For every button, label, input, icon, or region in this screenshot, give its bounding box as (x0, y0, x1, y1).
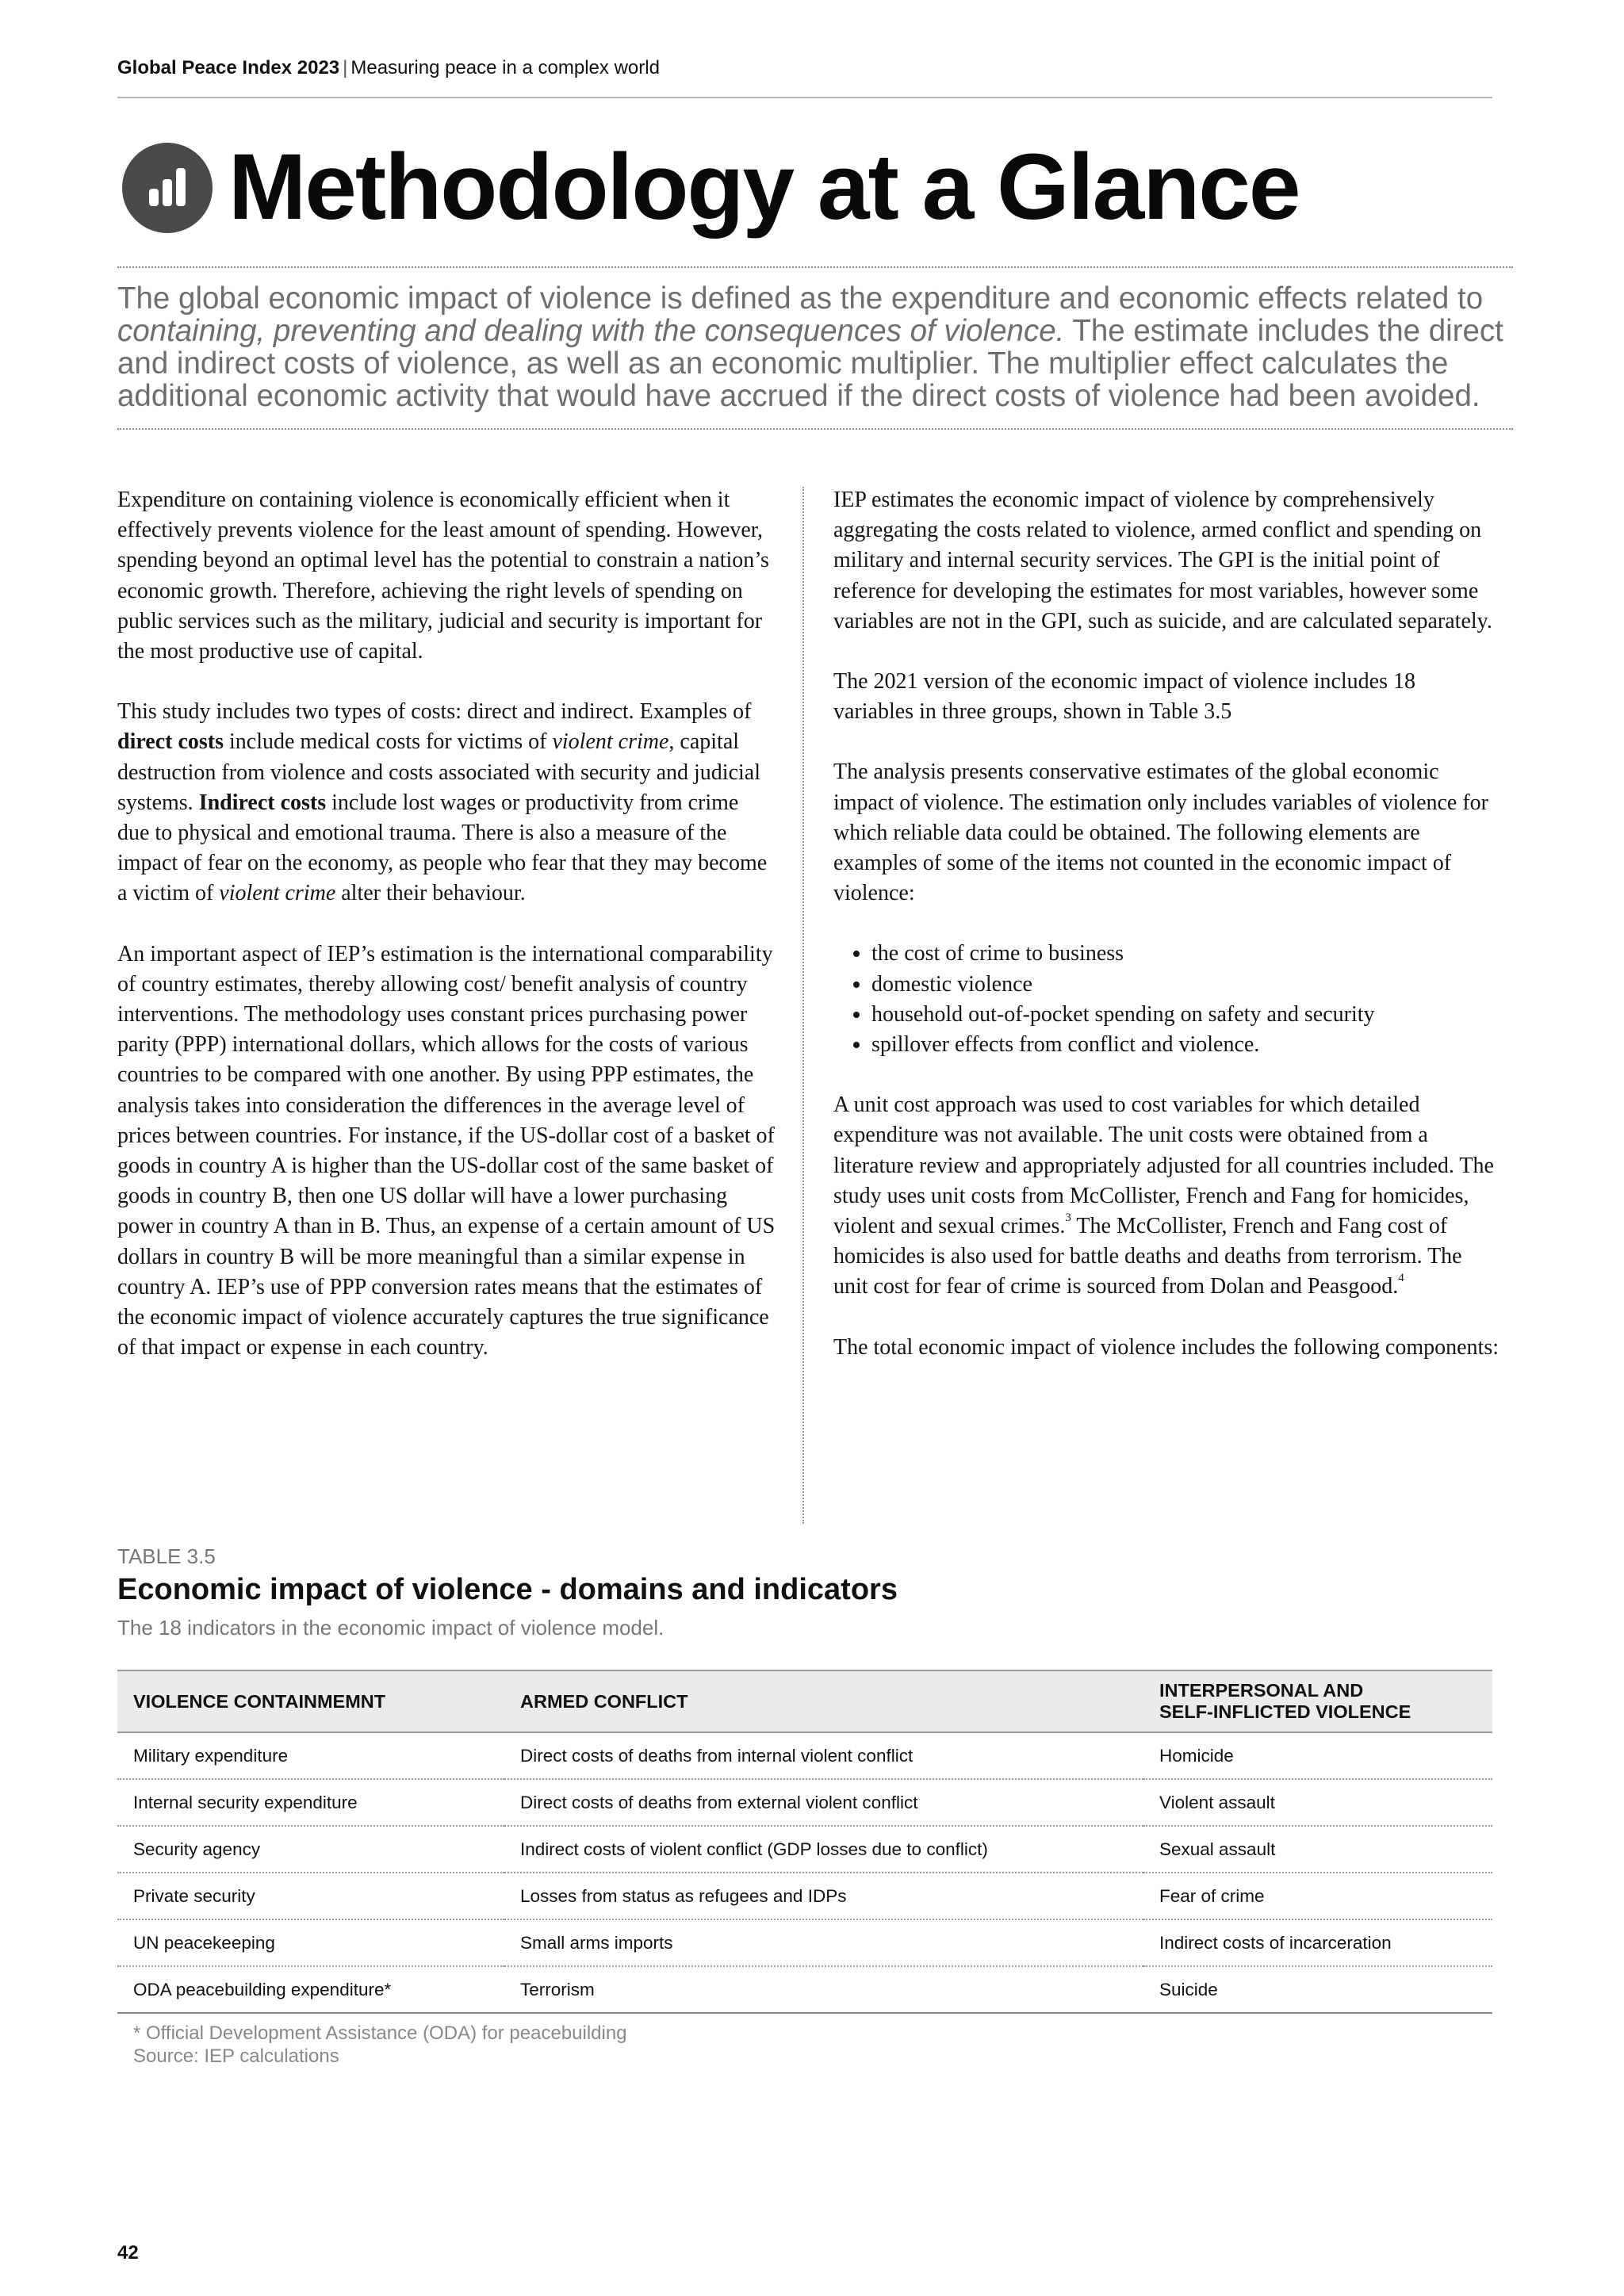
header-interpersonal (1143, 1670, 1492, 1732)
table-cell: UN peacekeeping (117, 1919, 504, 1966)
table-row (117, 1732, 1492, 1779)
page-number: 42 (117, 2242, 139, 2263)
table-header-row (117, 1670, 1492, 1732)
list-item: • spillover effects from conflict and violence. (871, 1030, 1500, 1060)
direct-costs-term: direct costs (117, 729, 224, 755)
footnote-ref-4: 4 (1398, 1272, 1404, 1285)
table-title: Economic impact of violence - domains and indicators (117, 1573, 898, 1606)
table-cell: Homicide (1143, 1732, 1492, 1779)
intro-paragraph (117, 282, 1513, 412)
p2-text-b: include medical costs for victims of (224, 729, 553, 755)
publication-name: Global Peace Index 2023 (117, 57, 340, 78)
table-subtitle: The 18 indicators in the economic impact of violence model. (117, 1616, 665, 1640)
indirect-costs-term: Indirect costs (198, 790, 327, 815)
table-row (117, 1826, 1492, 1873)
table-cell: Terrorism (504, 1966, 1143, 2013)
table-row (117, 1919, 1492, 1966)
left-column (117, 485, 776, 1393)
table-cell: Indirect costs of violent conflict (GDP losses due to conflict) (504, 1826, 1143, 1873)
p2-text-e: alter their behaviour. (335, 881, 526, 906)
right-paragraph-3: The analysis presents conservative estimates of the global economic impact of violence. The estimation only includes variables of violence for which reliable data could be obtained. The following elements are examples of some of the items not counted in the economic impact of violence: (833, 760, 1488, 906)
indicators-table (117, 1670, 1492, 2014)
header-separator: | (343, 57, 348, 78)
table-notes (133, 2022, 627, 2068)
intro-top-rule (117, 266, 1513, 268)
running-header (117, 57, 660, 79)
right-paragraph-2: The 2021 version of the economic impact of violence includes 18 variables in three groups, shown in Table 3.5 (833, 669, 1416, 725)
table-cell: Losses from status as refugees and IDPs (504, 1873, 1143, 1919)
intro-italic: containing, preventing and dealing with the consequences of violence. (117, 314, 1065, 348)
violent-crime-term: violent crime (552, 729, 669, 755)
p2-text-a: This study includes two types of costs: direct and indirect. Examples of (117, 699, 752, 725)
header-violence-containment: VIOLENCE CONTAINMEMNT (117, 1670, 504, 1732)
right-column (833, 485, 1500, 1393)
header-interpersonal-line2: SELF-INFLICTED VIOLENCE (1159, 1701, 1411, 1722)
intro-text-2: The estimate includes the direct and indirect costs of violence, as well as an economic multiplier. The multiplier effect calculates the additional economic activity that would have accrued if the direct costs of violence had been avoided. (117, 314, 1503, 413)
excluded-items-list (833, 939, 1500, 1060)
table-cell: Sexual assault (1143, 1826, 1492, 1873)
table-cell: ODA peacebuilding expenditure* (117, 1966, 504, 2013)
intro-text-1: The global economic impact of violence is defined as the expenditure and economic effects related to (117, 281, 1484, 316)
table-cell: Private security (117, 1873, 504, 1919)
right-paragraph-1: IEP estimates the economic impact of violence by comprehensively aggregating the costs related to violence, armed conflict and spending on military and internal security services. The GPI is the initial point of reference for developing the estimates for most variables, however some variables are not in the GPI, such as suicide, and are calculated separately. (833, 488, 1492, 633)
right-paragraph-5: The total economic impact of violence includes the following components: (833, 1334, 1499, 1360)
list-item: • the cost of crime to business (871, 939, 1500, 969)
p2-text-d: include lost wages or productivity from crime due to physical and emotional trauma. There is also a measure of the impact of fear on the economy, as people who fear that they may become a victim of (117, 790, 768, 906)
table-cell: Direct costs of deaths from internal violent conflict (504, 1732, 1143, 1779)
right-paragraph-4 (833, 1090, 1500, 1302)
table-source: Source: IEP calculations (133, 2045, 339, 2067)
header-armed-conflict: ARMED CONFLICT (504, 1670, 1143, 1732)
left-paragraph-2 (117, 697, 776, 909)
table-cell: Indirect costs of incarceration (1143, 1919, 1492, 1966)
publication-subtitle: Measuring peace in a complex world (350, 57, 660, 78)
list-item: • domestic violence (871, 970, 1500, 1000)
page-title: Methodology at a Glance (228, 135, 1300, 239)
p4-text-b: The McCollister, French and Fang cost of homicides is also used for battle deaths and deaths from terrorism. The unit cost for fear of crime is sourced from Dolan and Peasgood. (833, 1214, 1462, 1299)
table-cell: Small arms imports (504, 1919, 1143, 1966)
header-interpersonal-line1: INTERPERSONAL AND (1159, 1680, 1364, 1701)
table-cell: Military expenditure (117, 1732, 504, 1779)
violent-crime-term-2: violent crime (219, 881, 336, 906)
left-paragraph-3: An important aspect of IEP’s estimation is the international comparability of country estimates, thereby allowing cost/ benefit analysis of country interventions. The methodology uses constant prices purchasing power parity (PPP) international dollars, which allows for the costs of various countries to be compared with one another. By using PPP estimates, the analysis takes into consideration the differences in the average level of prices between countries. For instance, if the US-dollar cost of a basket of goods in country A is higher than the US-dollar cost of the same basket of goods in country B, then one US dollar will have a lower purchasing power in country A than in B. Thus, an expense of a certain amount of US dollars in country B will be more meaningful than a similar expense in country A. IEP’s use of PPP conversion rates means that the estimates of the economic impact of violence accurately captures the true significance of that impact or expense in each country. (117, 941, 776, 1360)
left-paragraph-1: Expenditure on containing violence is economically efficient when it effectively prevents violence for the least amount of spending. However, spending beyond an optimal level has the potential to constrain a nation’s economic growth. Therefore, achieving the right levels of spending on public services such as the military, judicial and security is important for the most productive use of capital. (117, 488, 769, 664)
footnote-ref-3: 3 (1065, 1211, 1071, 1225)
table-footnote: * Official Development Assistance (ODA) for peacebuilding (133, 2022, 627, 2044)
table-cell: Violent assault (1143, 1779, 1492, 1826)
table-cell: Direct costs of deaths from external violent conflict (504, 1779, 1143, 1826)
table-cell: Security agency (117, 1826, 504, 1873)
table-cell: Internal security expenditure (117, 1779, 504, 1826)
bar-chart-icon (122, 143, 213, 233)
list-item: • household out-of-pocket spending on safety and security (871, 1000, 1500, 1030)
column-divider (802, 487, 804, 1524)
table-cell: Suicide (1143, 1966, 1492, 2013)
p4-text-a: A unit cost approach was used to cost variables for which detailed expenditure was not available. The unit costs were obtained from a literature review and appropriately adjusted for all countries included. The study uses unit costs from McCollister, French and Fang for homicides, violent and sexual crimes. (833, 1093, 1494, 1239)
table-row (117, 1873, 1492, 1919)
p2-text-c: , capital destruction from violence and costs associated with security and judicial systems. (117, 729, 760, 815)
table-cell: Fear of crime (1143, 1873, 1492, 1919)
table-row (117, 1779, 1492, 1826)
table-kicker: TABLE 3.5 (117, 1544, 216, 1568)
header-rule (117, 97, 1492, 98)
intro-bottom-rule (117, 428, 1513, 430)
table-row (117, 1966, 1492, 2013)
